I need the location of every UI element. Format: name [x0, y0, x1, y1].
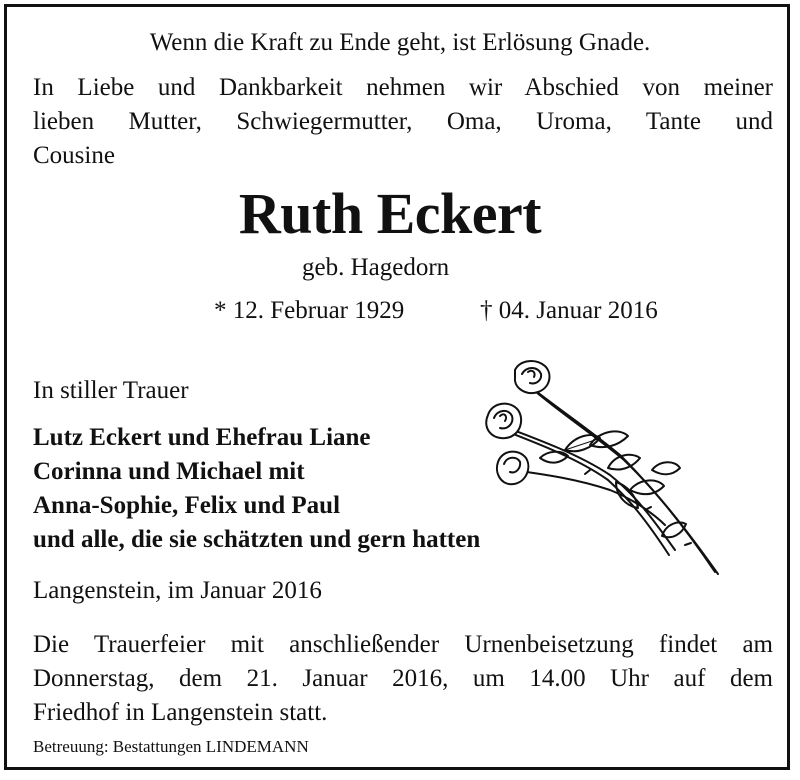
place-date: Langenstein, im Januar 2016 [33, 577, 322, 604]
intro-line-2: lieben Mutter, Schwiegermutter, Oma, Uroma, Tante und [33, 108, 773, 135]
mourning-heading: In stiller Trauer [33, 377, 189, 404]
roses-icon [470, 350, 730, 590]
ceremony-line-2: Donnerstag, dem 21. Januar 2016, um 14.00 Uhr auf dem [33, 665, 773, 692]
death-date: † 04. Januar 2016 [480, 297, 658, 324]
mourner-line-1: Lutz Eckert und Ehefrau Liane [33, 424, 371, 451]
mourner-line-3: Anna-Sophie, Felix und Paul [33, 492, 341, 519]
deceased-name: Ruth Eckert [238, 181, 542, 246]
intro-line-3: Cousine [33, 142, 115, 169]
motto: Wenn die Kraft zu Ende geht, ist Erlösung Gnade. [149, 29, 651, 56]
mourner-line-2: Corinna und Michael mit [33, 458, 305, 485]
birth-date: * 12. Februar 1929 [214, 297, 405, 324]
birth-name: geb. Hagedorn [302, 254, 450, 281]
intro-line-1: In Liebe und Dankbarkeit nehmen wir Abschied von meiner [33, 74, 773, 101]
mourner-line-4: und alle, die sie schätzten und gern hatten [33, 526, 481, 553]
ceremony-line-3: Friedhof in Langenstein statt. [33, 699, 328, 726]
footer-undertaker: Betreuung: Bestattungen LINDEMANN [33, 737, 309, 756]
ceremony-line-1: Die Trauerfeier mit anschließender Urnenbeisetzung findet am [33, 631, 773, 658]
